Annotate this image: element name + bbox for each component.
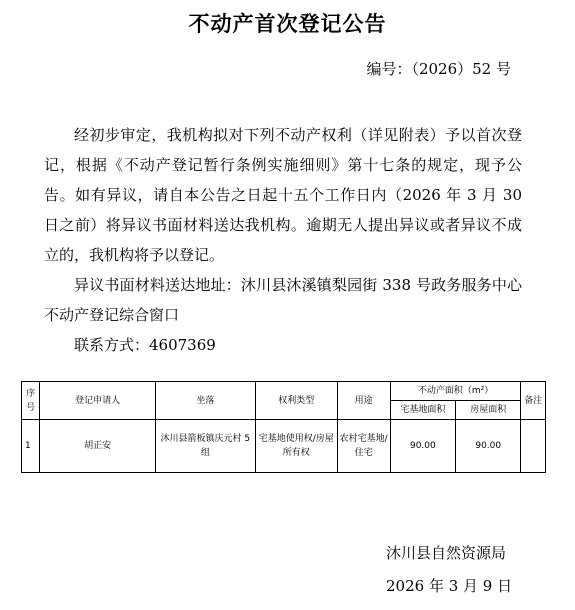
header-right-type: 权利类型 <box>255 382 337 420</box>
notice-title: 不动产首次登记公告 <box>188 12 387 36</box>
table-row <box>22 420 546 473</box>
objection-address-paragraph: 异议书面材料送达地址：沐川县沐溪镇梨园街 338 号政务服务中心不动产登记综合窗口 <box>44 276 522 324</box>
cell-remark <box>521 420 546 473</box>
notice-body <box>44 120 522 360</box>
issue-date: 2026 年 3 月 9 日 <box>386 577 513 595</box>
contact-paragraph: 联系方式：4607369 <box>74 336 216 354</box>
header-seq: 序号 <box>22 382 40 420</box>
header-location: 坐落 <box>155 382 255 420</box>
notice-paragraph-main: 经初步审定，我机构拟对下列不动产权利（详见附表）予以首次登记，根据《不动产登记暂行条例实施细则》第十七条的规定，现予公告。如有异议，请自本公告之日起十五个工作日内（2026 年 3 月 30 日之前）将异议书面材料送达我机构。逾期无人提出异议或者异议不成立的，我机构将予以登记。 <box>44 126 522 264</box>
header-usage: 用途 <box>337 382 390 420</box>
header-land-area: 宅基地面积 <box>390 401 455 420</box>
registration-table <box>21 381 546 473</box>
issuing-organization: 沐川县自然资源局 <box>386 544 507 562</box>
document-number: 编号：（2026）52 号 <box>366 60 511 78</box>
cell-house-area: 90.00 <box>456 420 521 473</box>
cell-seq: 1 <box>22 420 40 473</box>
cell-applicant: 胡正安 <box>40 420 155 473</box>
header-applicant: 登记申请人 <box>40 382 155 420</box>
cell-right-type: 宅基地使用权/房屋所有权 <box>255 420 337 473</box>
signature-block <box>386 537 512 603</box>
header-area-group: 不动产面积（m²） <box>390 382 521 401</box>
cell-location: 沐川县箭板镇庆元村 5 组 <box>155 420 255 473</box>
cell-usage: 农村宅基地/住宅 <box>337 420 390 473</box>
header-remark: 备注 <box>521 382 546 420</box>
header-house-area: 房屋面积 <box>456 401 521 420</box>
cell-land-area: 90.00 <box>390 420 455 473</box>
